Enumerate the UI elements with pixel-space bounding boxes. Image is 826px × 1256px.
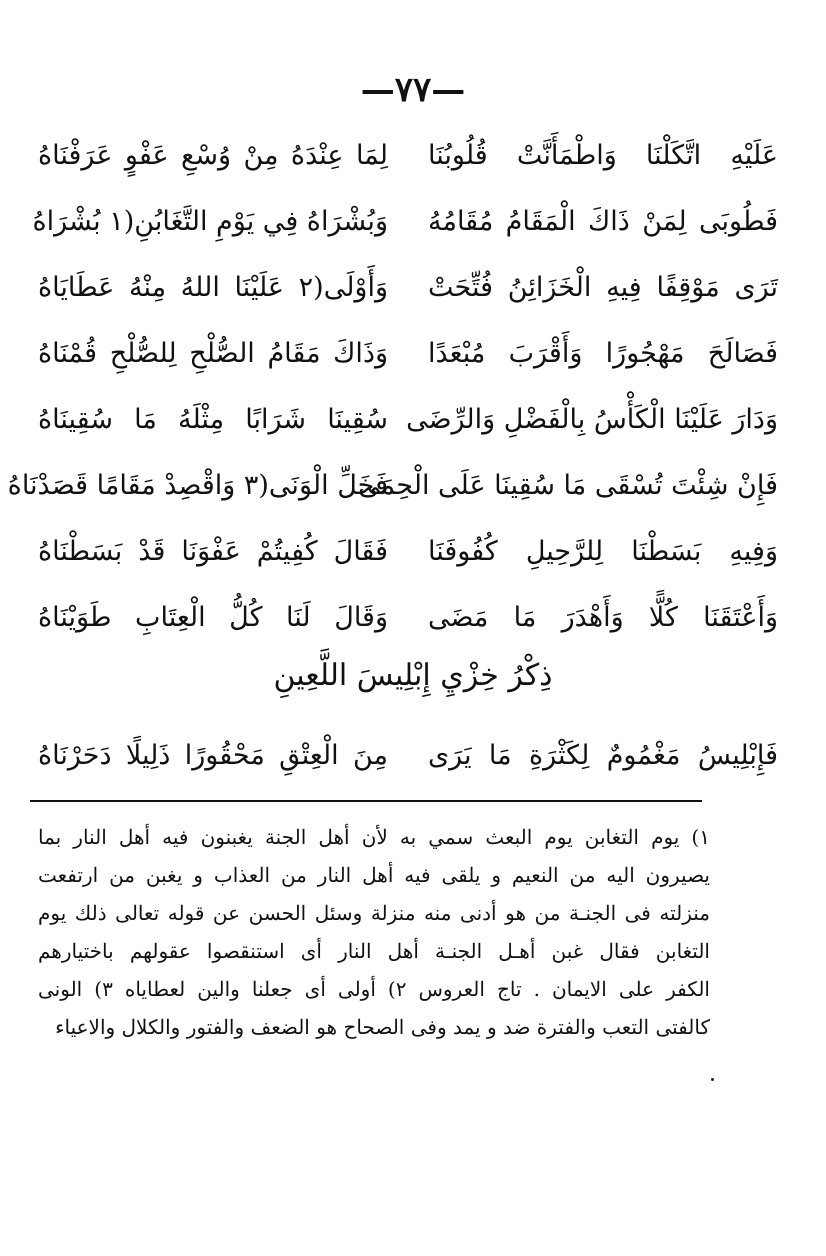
verse-4 [38,324,778,390]
verse-first-hemistich: وَدَارَ عَلَيْنَا الْكَأْسُ بِالْفَضْلِ وَالرِّضَى [406,404,778,435]
verse-second-hemistich: وَأَوْلَى(٢ عَلَيْنَا اللهُ مِنْهُ عَطَايَاهُ [38,272,388,303]
verse-first-hemistich: وَأَعْتَقَنَا كُلًّا وَأَهْدَرَ مَا مَضَى [428,602,778,633]
verse-3 [38,258,778,324]
ink-speck [711,1078,714,1081]
poem-verses [7,126,778,654]
verse-2 [32,192,778,258]
verse-first-hemistich: فَإِبْلِيسُ مَغْمُومٌ لِكَثْرَةِ مَا يَرَى [428,740,778,771]
footnote-line: كالفتى التعب والفترة ضد و يمد وفى الصحاح هو الضعف والفتور والكلال والاعياء [55,1015,710,1039]
footnote-line: ١) يوم التغابن يوم البعث سمي به لأن أهل الجنة يغبنون فيه أهل النار بما [38,825,710,849]
verse-second-hemistich: فَقَالَ كُفِيتُمْ عَفْوَنَا قَدْ بَسَطْنَاهُ [38,536,388,567]
verse-second-hemistich: لِمَا عِنْدَهُ مِنْ وُسْعِ عَفْوٍ عَرَفْنَاهُ [38,140,388,171]
verse-first-hemistich: فَطُوبَى لِمَنْ ذَاكَ الْمَقَامُ مُقَامُهُ [428,206,778,237]
verse-second-hemistich: وَقَالَ لَنَا كُلُّ الْعِتَابِ طَوَيْنَاهُ [38,602,388,633]
verse-1 [38,126,778,192]
footnote-line: الكفر على الايمان . تاج العروس ٢) أولى أى جعلنا والين لعطاياه ٣) الونى [38,977,710,1001]
footnote-line: منزلته فى الجنـة من هو أدنى منه منزلة وسئل الحسن عن قوله تعالى ذلك يوم [38,901,710,925]
footnote-line: التغابن فقال غبن أهـل الجنـة أهل النار أى استنقصوا عقولهم باختيارهم [38,939,710,963]
verse-6 [7,456,778,522]
verse-second-hemistich: مِنَ الْعِتْقِ مَحْقُورًا ذَلِيلًا دَحَرْنَاهُ [38,740,388,771]
page-number: —٧٧— [360,70,466,110]
section-heading: ذِكْرُ خِزْيِ إِبْلِيسَ اللَّعِينِ [273,658,553,693]
footnotes [38,818,710,1046]
verse-7 [38,522,778,588]
verse-second-hemistich: فَخَلِّ الْوَنَى(٣ وَاقْصِدْ مَقَامًا قَصَدْنَاهُ [7,470,388,501]
footnote-divider [30,800,702,802]
verse-first-hemistich: فَإِنْ شِئْتَ تُسْقَى مَا سُقِينَا عَلَى الْحِمَى [358,470,778,501]
verse-first-hemistich: فَصَالَحَ مَهْجُورًا وَأَقْرَبَ مُبْعَدًا [428,338,778,369]
verse-5 [38,390,778,456]
verse-second-hemistich: وَبُشْرَاهُ فِي يَوْمِ التَّغَابُنِ(١ بُشْرَاهُ [32,206,388,237]
verse-second-hemistich: سُقِينَا شَرَابًا مِثْلَهُ مَا سُقِينَاهُ [38,404,388,435]
verse-second-hemistich: وَذَاكَ مَقَامُ الصُّلْحِ لِلصُّلْحِ قُمْنَاهُ [38,338,388,369]
footnote-line: يصيرون اليه من النعيم و يلقى فيه أهل النار من العذاب و يغبن من ارتفعت [38,863,710,887]
verse-first-hemistich: عَلَيْهِ اتَّكَلْنَا وَاطْمَأَنَّتْ قُلُوبُنَا [428,140,778,171]
verse-8 [38,588,778,654]
verse-first-hemistich: تَرَى مَوْقِفًا فِيهِ الْخَزَائِنُ فُتِّحَتْ [428,272,778,303]
verse-first-hemistich: وَفِيهِ بَسَطْنَا لِلرَّحِيلِ كُفُوفَنَا [428,536,778,567]
section-verse [38,726,778,786]
